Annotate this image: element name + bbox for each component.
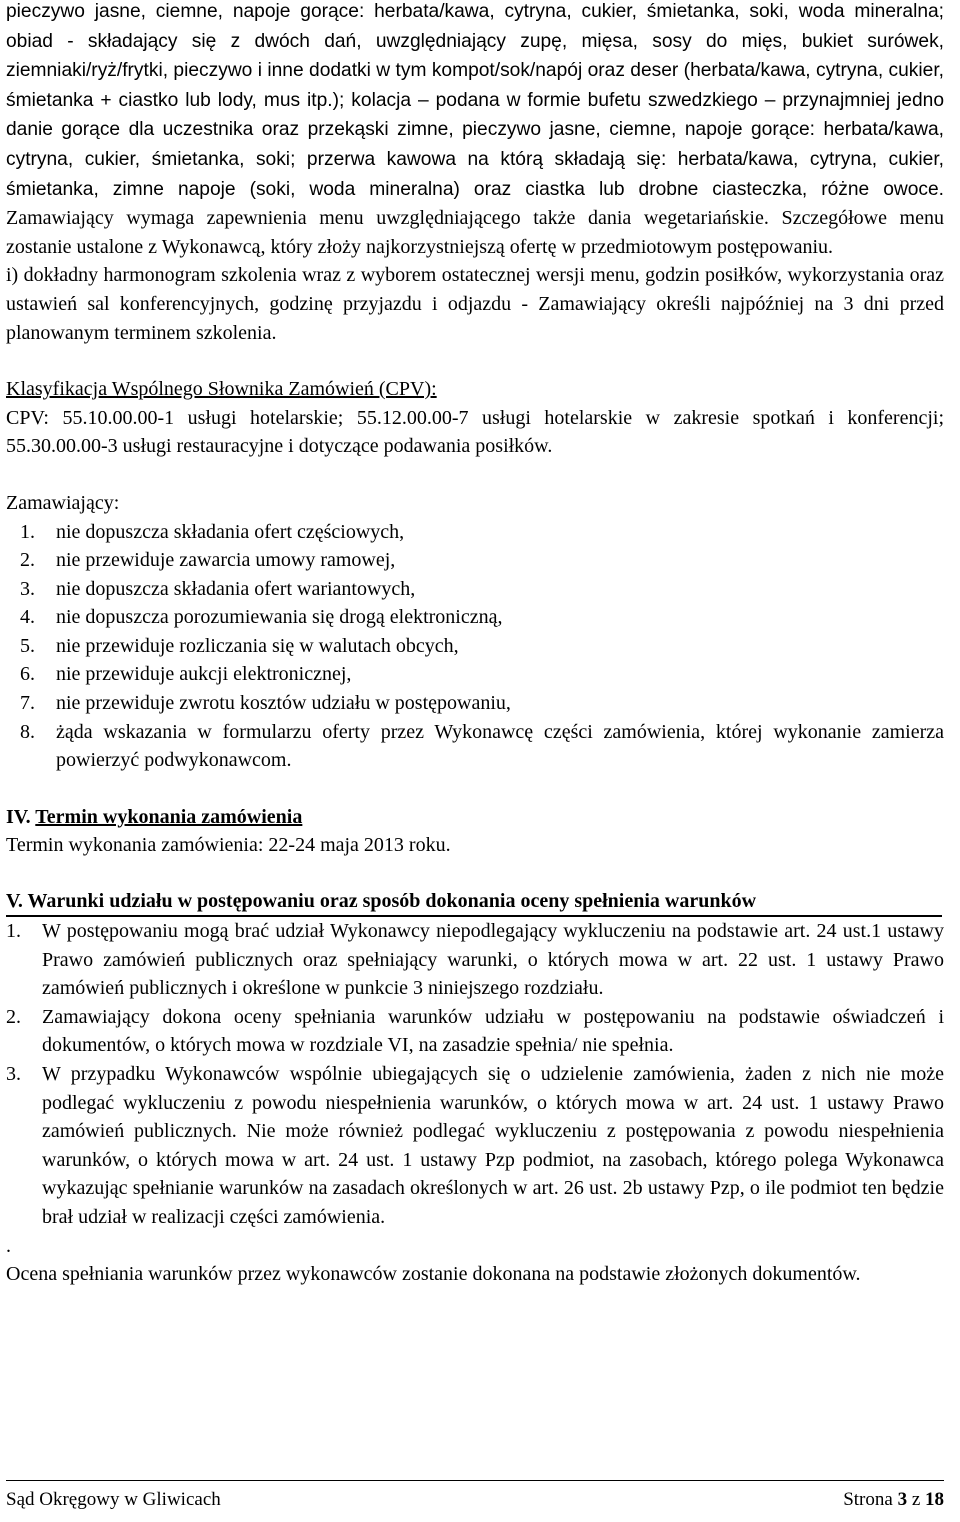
section-v-list	[6, 917, 944, 1232]
list-item: 4. nie dopuszcza porozumiewania się drogą elektroniczną,	[20, 606, 503, 629]
section-v-closing: Ocena spełniania warunków przez wykonawców zostanie dokonana na podstawie złożonych dokumentów.	[6, 1263, 861, 1286]
cpv-text: CPV: 55.10.00.00-1 usługi hotelarskie; 55.12.00.00-7 usługi hotelarskie w zakresie spotkań i konferencji; 55.30.00.00-3 usługi restauracyjne i dotyczące podawania posiłków.	[6, 406, 944, 458]
intro-serif-text: Zamawiający wymaga zapewnienia menu uwzględniającego także dania wegetariańskie. Szczegółowe menu zostanie ustalone z Wykonawcą, który złoży najkorzystniejszą ofertę w przedmiotowym postępowaniu.	[6, 207, 944, 258]
section-iv-text: Termin wykonania zamówienia: 22-24 maja 2013 roku.	[6, 834, 451, 857]
page-footer	[6, 1480, 944, 1512]
list-item: 1. nie dopuszcza składania ofert częściowych,	[20, 520, 405, 543]
zamawiajacy-heading: Zamawiający:	[6, 491, 120, 514]
footer-page-number: Strona 3 z 18	[843, 1489, 944, 1510]
cpv-heading: Klasyfikacja Wspólnego Słownika Zamówień (CPV):	[6, 378, 437, 401]
list-item: 3. W przypadku Wykonawców wspólnie ubiegających się o udzielenie zamówienia, żaden z nich nie może podlegać wykluczeniu z powodu niespełnienia warunków, o których mowa w art. 24 ust. 1 ustawy Prawo zamówień publicznych. Nie może również podlegać wykluczeniu z postępowania z powodu niespełnienia warunków, o których mowa w art. 24 ust. 1 ustawy Pzp podmiot, na zasobach, którego polega Wykonawca wykazując spełnianie warunków na zasadach określonych w art. 26 ust. 2b ustawy Pzp, o ile podmiot ten będzie brał udział w realizacji części zamówienia.	[6, 1063, 944, 1228]
intro-sans-text: pieczywo jasne, ciemne, napoje gorące: herbata/kawa, cytryna, cukier, śmietanka, soki, woda mineralna; obiad - składający się z dwóch dań, uwzględniający zupę, mięsa, sosy do mięs, bukiet surówek, ziemniaki/ryż/frytki, pieczywo i inne dodatki w tym kompot/sok/napój oraz deser (herbata/kawa, cytryna, cukier, śmietanka + ciastko lub lody, mus itp.); kolacja – podana w formie bufetu szwedzkiego – przynajmniej jedno danie gorące dla uczestnika oraz przekąski zimne, pieczywo jasne, ciemne, napoje gorące: herbata/kawa, cytryna, cukier, śmietanka, soki; przerwa kawowa na którą składają się: herbata/kawa, cytryna, cukier, śmietanka, zimne napoje (soki, woda mineralna) oraz ciastka lub drobne ciasteczka, różne owoce.	[6, 1, 944, 200]
list-item: 6. nie przewiduje aukcji elektronicznej,	[20, 663, 352, 686]
list-item: 2. nie przewiduje zawarcia umowy ramowej,	[20, 549, 396, 572]
list-item: 2. Zamawiający dokona oceny spełniania warunków udziału w postępowaniu na podstawie oświadczeń i dokumentów, o których mowa w rozdziale VI, na zasadzie spełnia/ nie spełnia.	[6, 1005, 944, 1057]
zamawiajacy-list	[6, 518, 944, 775]
list-item: 5. nie przewiduje rozliczania się w walutach obcych,	[20, 634, 459, 657]
list-item: 1. W postępowaniu mogą brać udział Wykonawcy niepodlegający wykluczeniu na podstawie art. 24 ust.1 ustawy Prawo zamówień publicznych oraz spełniający warunki, o których mowa w art. 22 ust. 1 ustawy Prawo zamówień publicznych i określone w punkcie 3 niniejszego rozdziału.	[6, 920, 944, 1000]
section-iv-heading: IV. Termin wykonania zamówienia	[6, 805, 303, 828]
harmonogram-paragraph: i) dokładny harmonogram szkolenia wraz z wyborem ostatecznej wersji menu, godzin posiłków, wykorzystania oraz ustawień sal konferencyjnych, godzinę przyjazdu i odjazdu - Zamawiający określi najpóźniej na 3 dni przed planowanym terminem szkolenia.	[6, 264, 944, 344]
intro-paragraph	[6, 0, 944, 261]
footer-court-name: Sąd Okręgowy w Gliwicach	[6, 1489, 221, 1510]
list-item: 3. nie dopuszcza składania ofert wariantowych,	[20, 577, 416, 600]
document-content	[6, 0, 944, 1289]
list-item: 7. nie przewiduje zwrotu kosztów udziału w postępowaniu,	[20, 692, 511, 715]
section-v-heading: V. Warunki udziału w postępowaniu oraz sposób dokonania oceny spełnienia warunków	[6, 888, 944, 917]
section-v-dot: .	[6, 1234, 11, 1257]
list-item: 8. żąda wskazania w formularzu oferty przez Wykonawcę części zamówienia, której wykonanie zamierza powierzyć podwykonawcom.	[20, 720, 944, 772]
